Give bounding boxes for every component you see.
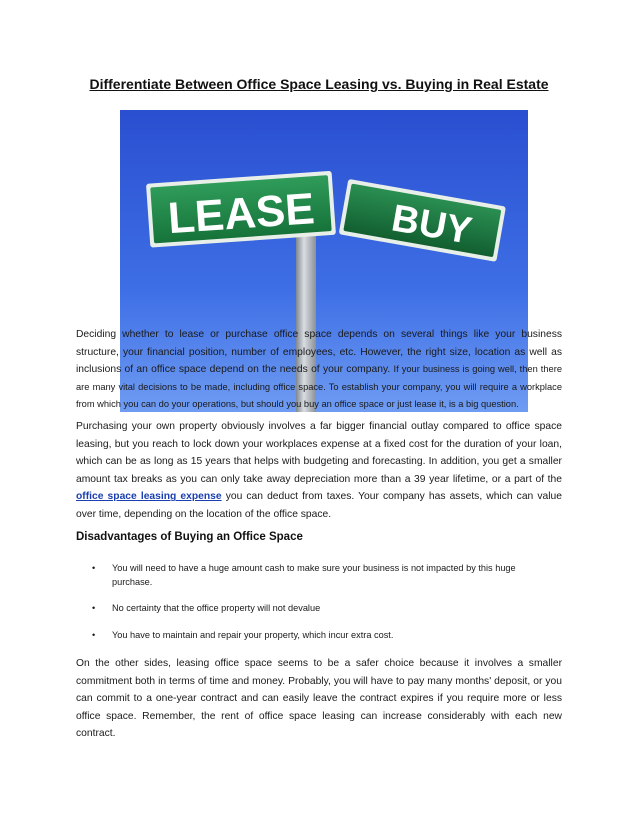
bullet-icon: • — [92, 603, 96, 613]
purchasing-text: Purchasing your own property obviously involves a far bigger financial outlay compared to office space leasing, but you reach to lock down your workplaces expense at a fixed cost for the duration of your loan, which can be as long as 15 years that helps with budgeting and forecasting. In addition, you get a smaller amount tax breaks as you can only take away depreciation more than a 39 year lifetime, or a part of the — [76, 421, 562, 485]
page-title: Differentiate Between Office Space Leasing vs. Buying in Real Estate — [89, 76, 549, 92]
bullet-text: You will need to have a huge amount cash to make sure your business is not impacted by this huge purchase. — [112, 563, 516, 587]
disadvantages-heading: Disadvantages of Buying an Office Space — [76, 531, 303, 543]
lease-sign — [146, 171, 336, 248]
bullet-icon: • — [92, 563, 96, 573]
leasing-paragraph: On the other sides, leasing office space seems to be a safer choice because it involves a smaller commitment both in terms of time and money. Probably, you will have to pay many months' deposit, or you can commit to a one-year contract and can easily leave the contract expires if you require more or less office space. Remember, the rent of office space leasing can increase considerably with each new contract. — [76, 658, 562, 740]
bullet-text: You have to maintain and repair your property, which incur extra cost. — [112, 630, 394, 640]
lease-sign-text: LEASE — [166, 184, 317, 244]
intro-main-text: Deciding whether to lease or purchase office space depends on several things like your business structure, your financial position, number of employees, etc. However, the right size, location as well as inclusions of an office space depend on the needs of your company. — [76, 329, 562, 376]
intro-small-text: If your business is going well, then there are many vital decisions to be made, including office space. To establish your company, you will require a workplace from which you can do your operations, but should you buy an office space or just lease it, is a big question. — [76, 364, 562, 410]
bullet-icon: • — [92, 630, 96, 640]
intro-paragraph — [76, 326, 562, 414]
purchasing-text-end: you can deduct from taxes. Your company has assets, which can value over time, depending on the location of the office space. — [76, 491, 562, 520]
purchasing-paragraph — [76, 418, 562, 524]
buy-sign-text: BUY — [388, 197, 475, 253]
bullet-text: No certainty that the office property will not devalue — [112, 603, 321, 613]
office-space-leasing-expense-link[interactable]: office space leasing expense — [76, 491, 222, 503]
